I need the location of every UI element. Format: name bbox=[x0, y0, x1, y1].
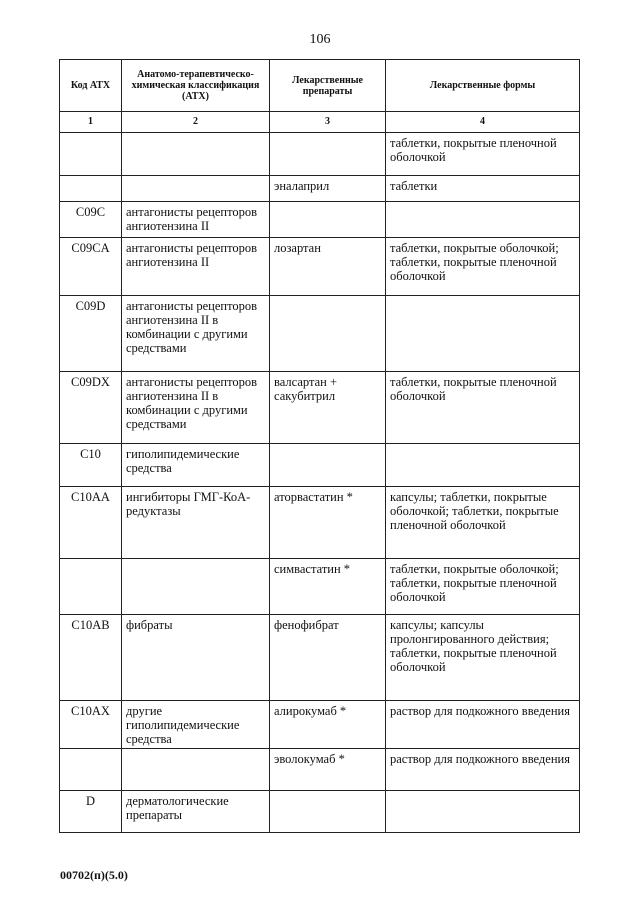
column-number-row bbox=[60, 112, 580, 133]
forms-cell: раствор для подкожного введения bbox=[386, 749, 580, 791]
drug-cell: лозартан bbox=[270, 238, 386, 296]
forms-cell: таблетки bbox=[386, 176, 580, 202]
table-row bbox=[60, 791, 580, 833]
atc-code-cell bbox=[60, 749, 122, 791]
forms-cell: капсулы; капсулы пролонгированного действия; таблетки, покрытые пленочной оболочкой bbox=[386, 615, 580, 701]
table-row bbox=[60, 615, 580, 701]
drug-cell bbox=[270, 202, 386, 238]
classification-cell bbox=[122, 133, 270, 176]
classification-cell: другие гиполипидемические средства bbox=[122, 701, 270, 749]
header-atc-code: Код АТХ bbox=[60, 60, 122, 112]
drug-cell: эволокумаб * bbox=[270, 749, 386, 791]
atc-code-cell: C09C bbox=[60, 202, 122, 238]
atc-code-cell bbox=[60, 559, 122, 615]
forms-cell: таблетки, покрытые оболочкой; таблетки, покрытые пленочной оболочкой bbox=[386, 238, 580, 296]
table-row bbox=[60, 749, 580, 791]
forms-cell bbox=[386, 791, 580, 833]
table-row bbox=[60, 296, 580, 372]
drug-cell: алирокумаб * bbox=[270, 701, 386, 749]
forms-cell: раствор для подкожного введения bbox=[386, 701, 580, 749]
atc-code-cell bbox=[60, 176, 122, 202]
forms-cell: таблетки, покрытые оболочкой; таблетки, покрытые пленочной оболочкой bbox=[386, 559, 580, 615]
drug-cell: аторвастатин * bbox=[270, 487, 386, 559]
column-number: 2 bbox=[122, 112, 270, 133]
classification-cell: дерматологические препараты bbox=[122, 791, 270, 833]
drug-cell bbox=[270, 296, 386, 372]
column-number: 3 bbox=[270, 112, 386, 133]
forms-cell bbox=[386, 296, 580, 372]
table-row bbox=[60, 176, 580, 202]
classification-cell: антагонисты рецепторов ангиотензина II в комбинации с другими средствами bbox=[122, 372, 270, 444]
table-row bbox=[60, 444, 580, 487]
table-row bbox=[60, 372, 580, 444]
forms-cell: таблетки, покрытые пленочной оболочкой bbox=[386, 133, 580, 176]
table-row bbox=[60, 202, 580, 238]
classification-cell: антагонисты рецепторов ангиотензина II bbox=[122, 202, 270, 238]
table-row bbox=[60, 701, 580, 749]
atc-code-cell: C09DX bbox=[60, 372, 122, 444]
table-row bbox=[60, 238, 580, 296]
document-code: 00702(п)(5.0) bbox=[60, 868, 128, 882]
drug-cell bbox=[270, 444, 386, 487]
atc-code-cell: C09D bbox=[60, 296, 122, 372]
classification-cell bbox=[122, 176, 270, 202]
classification-cell: антагонисты рецепторов ангиотензина II в комбинации с другими средствами bbox=[122, 296, 270, 372]
forms-cell: таблетки, покрытые пленочной оболочкой bbox=[386, 372, 580, 444]
classification-cell bbox=[122, 749, 270, 791]
header-dosage-forms: Лекарственные формы bbox=[386, 60, 580, 112]
table-row bbox=[60, 133, 580, 176]
table-row bbox=[60, 487, 580, 559]
column-number: 4 bbox=[386, 112, 580, 133]
atc-code-cell bbox=[60, 133, 122, 176]
atc-table bbox=[59, 59, 580, 833]
classification-cell: антагонисты рецепторов ангиотензина II bbox=[122, 238, 270, 296]
drug-cell: эналаприл bbox=[270, 176, 386, 202]
drug-cell: симвастатин * bbox=[270, 559, 386, 615]
classification-cell bbox=[122, 559, 270, 615]
classification-cell: ингибиторы ГМГ-КоА-редуктазы bbox=[122, 487, 270, 559]
drug-cell bbox=[270, 133, 386, 176]
atc-code-cell: C10AX bbox=[60, 701, 122, 749]
classification-cell: гиполипидемические средства bbox=[122, 444, 270, 487]
page-number: 106 bbox=[309, 32, 331, 47]
table-header-row bbox=[60, 60, 580, 112]
header-drugs: Лекарственные препараты bbox=[270, 60, 386, 112]
forms-cell bbox=[386, 202, 580, 238]
atc-code-cell: C10AA bbox=[60, 487, 122, 559]
atc-code-cell: C10AB bbox=[60, 615, 122, 701]
atc-code-cell: C10 bbox=[60, 444, 122, 487]
atc-code-cell: D bbox=[60, 791, 122, 833]
forms-cell: капсулы; таблетки, покрытые оболочкой; таблетки, покрытые пленочной оболочкой bbox=[386, 487, 580, 559]
forms-cell bbox=[386, 444, 580, 487]
drug-cell: валсартан + сакубитрил bbox=[270, 372, 386, 444]
table-row bbox=[60, 559, 580, 615]
drug-cell bbox=[270, 791, 386, 833]
atc-code-cell: C09CA bbox=[60, 238, 122, 296]
classification-cell: фибраты bbox=[122, 615, 270, 701]
drug-cell: фенофибрат bbox=[270, 615, 386, 701]
column-number: 1 bbox=[60, 112, 122, 133]
header-atc-classification: Анатомо-терапевтическо-химическая классификация (АТХ) bbox=[122, 60, 270, 112]
